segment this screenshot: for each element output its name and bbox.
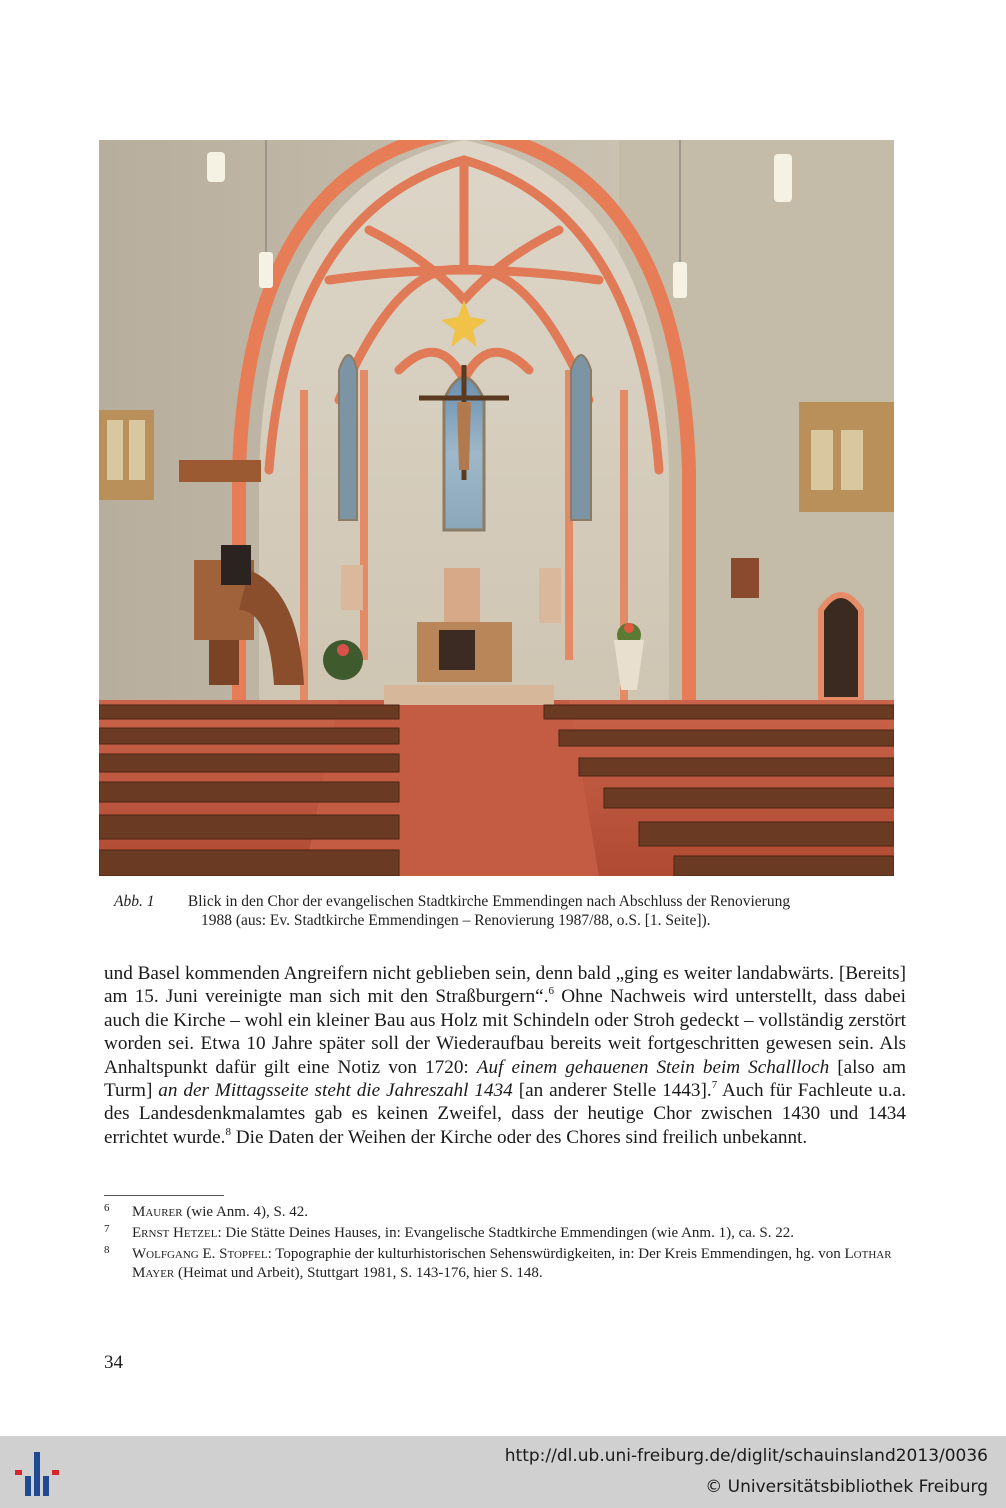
footnote-author: Ernst Hetzel xyxy=(132,1225,218,1241)
figure-caption xyxy=(114,892,894,930)
footnote-8 xyxy=(104,1245,906,1283)
footnote-ref-7[interactable]: 7 xyxy=(711,1079,718,1092)
body-text-c: [also am Turm] xyxy=(104,1056,906,1102)
caption-line-1: Blick in den Chor der evangelischen Stadtkirche Emmendingen nach Abschluss der Renovierung xyxy=(187,893,791,910)
page-number: 34 xyxy=(104,1352,123,1373)
figure-label: Abb. 1 xyxy=(114,893,155,910)
footnote-7 xyxy=(104,1224,906,1243)
footnote-text: (wie Anm. 4), S. 42. xyxy=(182,1204,309,1220)
footnote-divider xyxy=(104,1195,224,1196)
footnote-editor: Lothar Mayer xyxy=(132,1246,892,1281)
church-interior-photo xyxy=(99,140,894,876)
body-text-b: Ohne Nachweis wird unterstellt, dass dabei auch die Kirche – wohl ein kleiner Bau aus Holz mit Schindeln oder Stroh gedeckt – vollständig zerstört worden sei. Etwa 10 Jahre später soll der Wiederaufbau bereits weit fortgeschritten gewesen sein. Als Anhaltspunkt dafür gilt eine Notiz von 1720: xyxy=(104,986,907,1078)
footnote-author: Wolfgang E. Stopfel xyxy=(132,1246,268,1262)
quote-italic-2: an der Mittagsseite steht die Jahreszahl 1434 xyxy=(158,1080,513,1102)
footnote-number: 8 xyxy=(104,1244,110,1256)
permalink-url[interactable]: http://dl.ub.uni-freiburg.de/diglit/schauinsland2013/0036 xyxy=(504,1446,988,1466)
footnote-number: 6 xyxy=(104,1202,110,1214)
body-paragraph xyxy=(104,962,906,1149)
footnote-ref-6[interactable]: 6 xyxy=(548,985,554,998)
copyright-notice: © Universitätsbibliothek Freiburg xyxy=(705,1477,988,1497)
footnote-6 xyxy=(104,1203,906,1222)
ub-freiburg-logo-icon xyxy=(11,1450,63,1498)
body-text-d: [an anderer Stelle 1443]. xyxy=(512,1080,712,1102)
footer-bar xyxy=(0,1436,1006,1508)
footnote-text: : Topographie der kulturhistorischen Sehenswürdigkeiten, in: Der Kreis Emmendingen, hg. von xyxy=(267,1246,845,1262)
body-text-a: und Basel kommenden Angreifern nicht geblieben sein, denn bald „ging es weiter landabwärts. [Bereits] am 15. Juni vereinigte man sich mit den Straßburgern“. xyxy=(104,963,906,1008)
body-text-e: Auch für Fachleute u.a. des Landesdenkmalamtes gab es keinen Zweifel, dass der heutige Chor zwischen 1430 und 1434 errichtet wurde. xyxy=(104,1080,907,1148)
footnote-number: 7 xyxy=(104,1223,110,1235)
caption-line-2: 1988 (aus: Ev. Stadtkirche Emmendingen – Renovierung 1987/88, o.S. [1. Seite]). xyxy=(201,912,711,929)
footnote-text-2: (Heimat und Arbeit), Stuttgart 1981, S. 143-176, hier S. 148. xyxy=(174,1265,543,1281)
quote-italic-1: Auf einem gehauenen Stein beim Schallloch xyxy=(476,1056,830,1078)
footnotes xyxy=(104,1203,906,1285)
church-interior-illustration xyxy=(99,140,894,876)
footnote-text: : Die Stätte Deines Hauses, in: Evangelische Stadtkirche Emmendingen (wie Anm. 1), ca. S. 22. xyxy=(217,1225,795,1241)
body-text-f: Die Daten der Weihen der Kirche oder des Chores sind freilich unbekannt. xyxy=(230,1126,808,1148)
footnote-author: Maurer xyxy=(132,1204,183,1220)
footnote-ref-8[interactable]: 8 xyxy=(225,1125,231,1138)
